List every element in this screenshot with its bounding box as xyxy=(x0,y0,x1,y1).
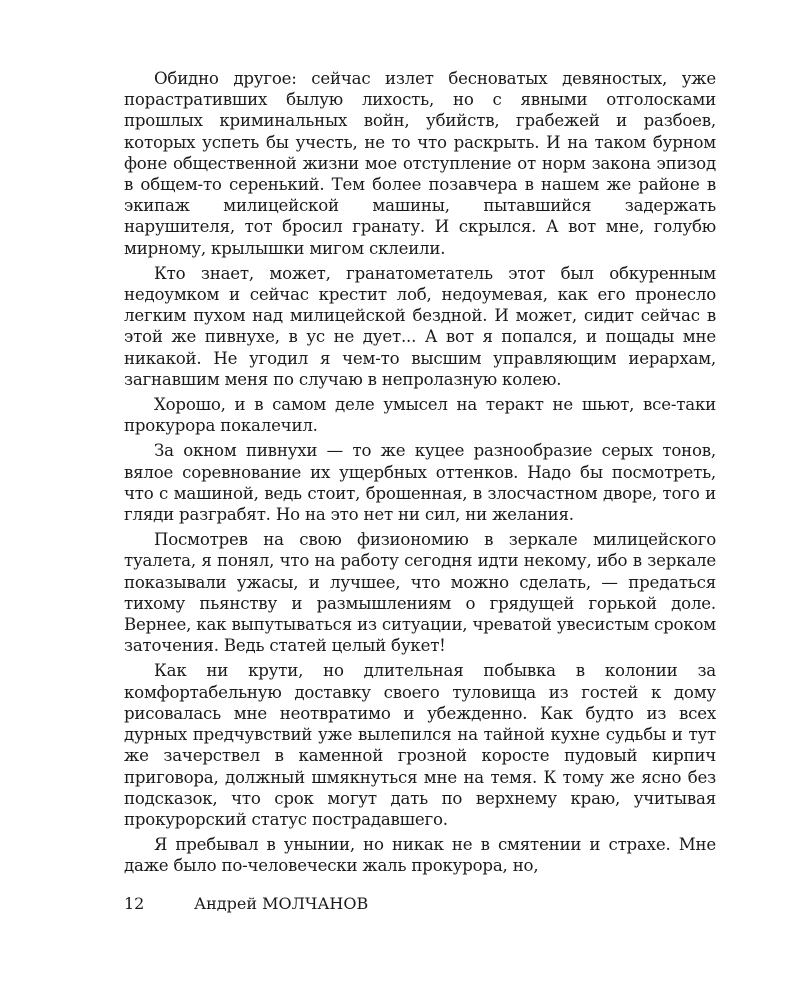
paragraph: За окном пивнухи — то же куцее разнообразие серых тонов, вялое соревнование их ущербных оттенков. Надо бы посмотреть, что с машиной, ведь стоит, брошенная, в злосчастном дворе, того и гляди разграбят. Но на это нет ни сил, ни желания. xyxy=(124,441,716,525)
paragraph: Хорошо, и в самом деле умысел на теракт не шьют, все-таки прокурора покалечил. xyxy=(124,395,716,436)
paragraph: Обидно другое: сейчас излет бесноватых девяностых, уже порастративших былую лихость, но с явными отголосками прошлых криминальных войн, убийств, грабежей и разбоев, которых успеть бы учесть, не то что раскрыть. И на таком бурном фоне общественной жизни мое отступление от норм закона эпизод в общем-то серенький. Тем более позавчера в нашем же районе в экипаж милицейской машины, пытавшийся задержать нарушителя, тот бросил гранату. И скрылся. А вот мне, голубю мирному, крылышки мигом склеили. xyxy=(124,69,716,258)
paragraph: Кто знает, может, гранатометатель этот был обкуренным недоумком и сейчас крестит лоб, недоумевая, как его пронесло легким пухом над милицейской бездной. И может, сидит сейчас в этой же пивнухе, в ус не дует... А вот я попался, и пощады мне никакой. Не угодил я чем-то высшим управляющим иерархам, загнавшим меня по случаю в непролазную колею. xyxy=(124,263,716,389)
running-title: Андрей МОЛЧАНОВ xyxy=(194,894,369,913)
paragraph: Посмотрев на свою физиономию в зеркале милицейского туалета, я понял, что на работу сегодня идти некому, ибо в зеркале показывали ужасы, и лучшее, что можно сделать, — предаться тихому пьянству и размышлениям о грядущей горькой доле. Вернее, как выпутываться из ситуации, чреватой увесистым сроком заточения. Ведь статей целый букет! xyxy=(124,530,716,656)
paragraph: Как ни крути, но длительная побывка в колонии за комфортабельную доставку своего туловища из гостей к дому рисовалась мне неотвратимо и убежденно. Как будто из всех дурных предчувствий уже вылепился на тайной кухне судьбы и тут же зачерствел в каменной грозной коросте пудовый кирпич приговора, должный шмякнуться мне на темя. К тому же ясно без подсказок, что срок могут дать по верхнему краю, учитывая прокурорский статус пострадавшего. xyxy=(124,661,716,829)
page-number: 12 xyxy=(124,894,145,913)
body-text xyxy=(124,68,716,881)
page-footer xyxy=(124,894,368,913)
paragraph: Я пребывал в унынии, но никак не в смятении и страхе. Мне даже было по-человечески жаль прокурора, но, xyxy=(124,835,716,876)
